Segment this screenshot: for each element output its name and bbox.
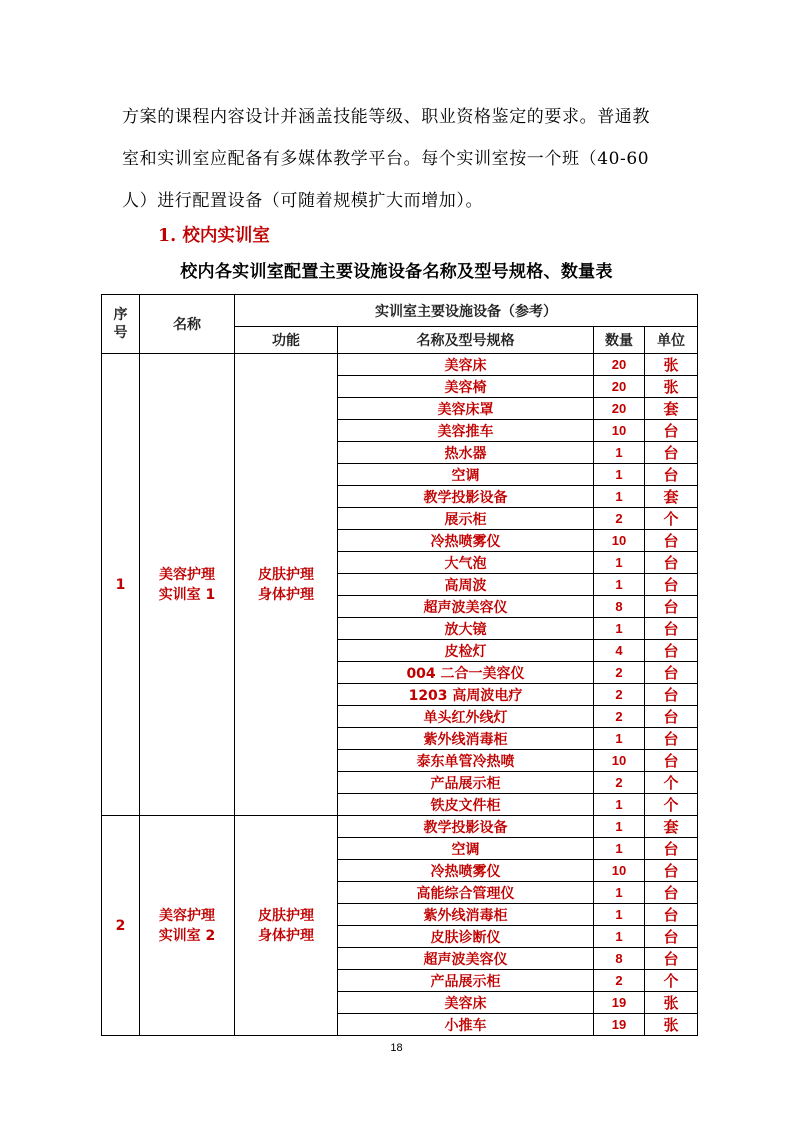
- item-qty: 1: [594, 926, 645, 948]
- item-unit: 台: [645, 728, 698, 750]
- table-row: [102, 816, 698, 838]
- item-unit: 台: [645, 684, 698, 706]
- item-name: 皮检灯: [338, 640, 594, 662]
- item-qty: 1: [594, 464, 645, 486]
- header-function: 功能: [235, 327, 338, 354]
- item-unit: 台: [645, 750, 698, 772]
- item-name: 皮肤诊断仪: [338, 926, 594, 948]
- table-row: [102, 354, 698, 376]
- item-qty: 1: [594, 574, 645, 596]
- item-unit: 台: [645, 838, 698, 860]
- item-name: 超声波美容仪: [338, 596, 594, 618]
- item-qty: 1: [594, 838, 645, 860]
- item-unit: 台: [645, 574, 698, 596]
- paragraph-line: 方案的课程内容设计并涵盖技能等级、职业资格鉴定的要求。普通教: [122, 107, 650, 127]
- item-qty: 10: [594, 420, 645, 442]
- paragraph-line: 室和实训室应配备有多媒体教学平台。每个实训室按一个班（40-60: [122, 149, 650, 169]
- group-function-line: 身体护理: [258, 927, 314, 944]
- item-qty: 20: [594, 354, 645, 376]
- item-name: 产品展示柜: [338, 970, 594, 992]
- header-qty: 数量: [594, 327, 645, 354]
- item-name: 美容床罩: [338, 398, 594, 420]
- item-unit: 张: [645, 992, 698, 1014]
- group-name-line: 美容护理: [159, 566, 215, 583]
- item-unit: 台: [645, 904, 698, 926]
- header-spec: 名称及型号规格: [338, 327, 594, 354]
- item-qty: 1: [594, 794, 645, 816]
- item-qty: 10: [594, 530, 645, 552]
- item-name: 单头红外线灯: [338, 706, 594, 728]
- header-group: 实训室主要设施设备（参考）: [235, 295, 698, 327]
- item-name: 高能综合管理仪: [338, 882, 594, 904]
- group-function-line: 皮肤护理: [258, 907, 314, 924]
- item-unit: 个: [645, 508, 698, 530]
- item-unit: 套: [645, 816, 698, 838]
- item-name: 教学投影设备: [338, 486, 594, 508]
- item-name: 紫外线消毒柜: [338, 904, 594, 926]
- group-function-line: 身体护理: [258, 586, 314, 603]
- item-unit: 个: [645, 794, 698, 816]
- item-unit: 个: [645, 772, 698, 794]
- paragraph-line: 人）进行配置设备（可随着规模扩大而增加）。: [122, 191, 484, 211]
- item-qty: 2: [594, 684, 645, 706]
- item-name: 美容床: [338, 992, 594, 1014]
- item-qty: 20: [594, 398, 645, 420]
- group-seq: 1: [102, 354, 140, 816]
- item-unit: 台: [645, 640, 698, 662]
- item-name: 展示柜: [338, 508, 594, 530]
- table-header-row: [102, 295, 698, 327]
- item-unit: 台: [645, 530, 698, 552]
- item-unit: 台: [645, 882, 698, 904]
- item-unit: 套: [645, 486, 698, 508]
- item-qty: 2: [594, 662, 645, 684]
- item-unit: 台: [645, 948, 698, 970]
- table-title: 校内各实训室配置主要设施设备名称及型号规格、数量表: [180, 262, 613, 282]
- item-qty: 19: [594, 992, 645, 1014]
- header-seq: [102, 295, 140, 354]
- item-name: 冷热喷雾仪: [338, 530, 594, 552]
- item-unit: 张: [645, 1014, 698, 1036]
- item-name: 大气泡: [338, 552, 594, 574]
- item-unit: 张: [645, 376, 698, 398]
- item-qty: 2: [594, 772, 645, 794]
- group-name: [140, 816, 235, 1036]
- page-number: 18: [390, 1042, 403, 1054]
- item-unit: 个: [645, 970, 698, 992]
- item-name: 放大镜: [338, 618, 594, 640]
- group-name-line: 美容护理: [159, 907, 215, 924]
- item-qty: 2: [594, 706, 645, 728]
- item-qty: 20: [594, 376, 645, 398]
- item-unit: 台: [645, 618, 698, 640]
- item-unit: 套: [645, 398, 698, 420]
- item-qty: 10: [594, 860, 645, 882]
- header-seq-top: 序: [113, 307, 128, 323]
- item-qty: 4: [594, 640, 645, 662]
- item-name: 泰东单管冷热喷: [338, 750, 594, 772]
- group-name-line: 实训室 1: [158, 586, 216, 603]
- item-qty: 1: [594, 882, 645, 904]
- section-heading: 1. 校内实训室: [158, 226, 270, 246]
- group-function: [235, 354, 338, 816]
- equipment-table: [101, 294, 698, 1036]
- item-qty: 1: [594, 552, 645, 574]
- item-qty: 1: [594, 728, 645, 750]
- item-name: 产品展示柜: [338, 772, 594, 794]
- item-name: 美容椅: [338, 376, 594, 398]
- item-unit: 台: [645, 552, 698, 574]
- item-unit: 台: [645, 420, 698, 442]
- item-qty: 8: [594, 948, 645, 970]
- group-name: [140, 354, 235, 816]
- item-name: 1203 高周波电疗: [338, 684, 594, 706]
- header-name: 名称: [140, 295, 235, 354]
- item-unit: 台: [645, 926, 698, 948]
- group-function-line: 皮肤护理: [258, 566, 314, 583]
- item-name: 空调: [338, 838, 594, 860]
- group-function: [235, 816, 338, 1036]
- item-unit: 张: [645, 354, 698, 376]
- item-qty: 2: [594, 970, 645, 992]
- item-name: 紫外线消毒柜: [338, 728, 594, 750]
- item-unit: 台: [645, 464, 698, 486]
- item-unit: 台: [645, 442, 698, 464]
- intro-paragraph: [122, 96, 682, 222]
- header-seq-bottom: 号: [113, 325, 128, 341]
- item-qty: 19: [594, 1014, 645, 1036]
- item-qty: 1: [594, 904, 645, 926]
- item-name: 冷热喷雾仪: [338, 860, 594, 882]
- item-name: 超声波美容仪: [338, 948, 594, 970]
- item-name: 空调: [338, 464, 594, 486]
- item-unit: 台: [645, 662, 698, 684]
- item-qty: 10: [594, 750, 645, 772]
- group-seq: 2: [102, 816, 140, 1036]
- header-unit: 单位: [645, 327, 698, 354]
- item-name: 铁皮文件柜: [338, 794, 594, 816]
- item-name: 热水器: [338, 442, 594, 464]
- item-qty: 2: [594, 508, 645, 530]
- item-name: 小推车: [338, 1014, 594, 1036]
- item-name: 美容推车: [338, 420, 594, 442]
- item-unit: 台: [645, 706, 698, 728]
- item-unit: 台: [645, 860, 698, 882]
- item-qty: 1: [594, 816, 645, 838]
- item-name: 004 二合一美容仪: [338, 662, 594, 684]
- group-name-line: 实训室 2: [158, 927, 216, 944]
- item-name: 高周波: [338, 574, 594, 596]
- item-qty: 1: [594, 486, 645, 508]
- item-unit: 台: [645, 596, 698, 618]
- item-name: 教学投影设备: [338, 816, 594, 838]
- item-qty: 1: [594, 442, 645, 464]
- item-qty: 8: [594, 596, 645, 618]
- item-qty: 1: [594, 618, 645, 640]
- item-name: 美容床: [338, 354, 594, 376]
